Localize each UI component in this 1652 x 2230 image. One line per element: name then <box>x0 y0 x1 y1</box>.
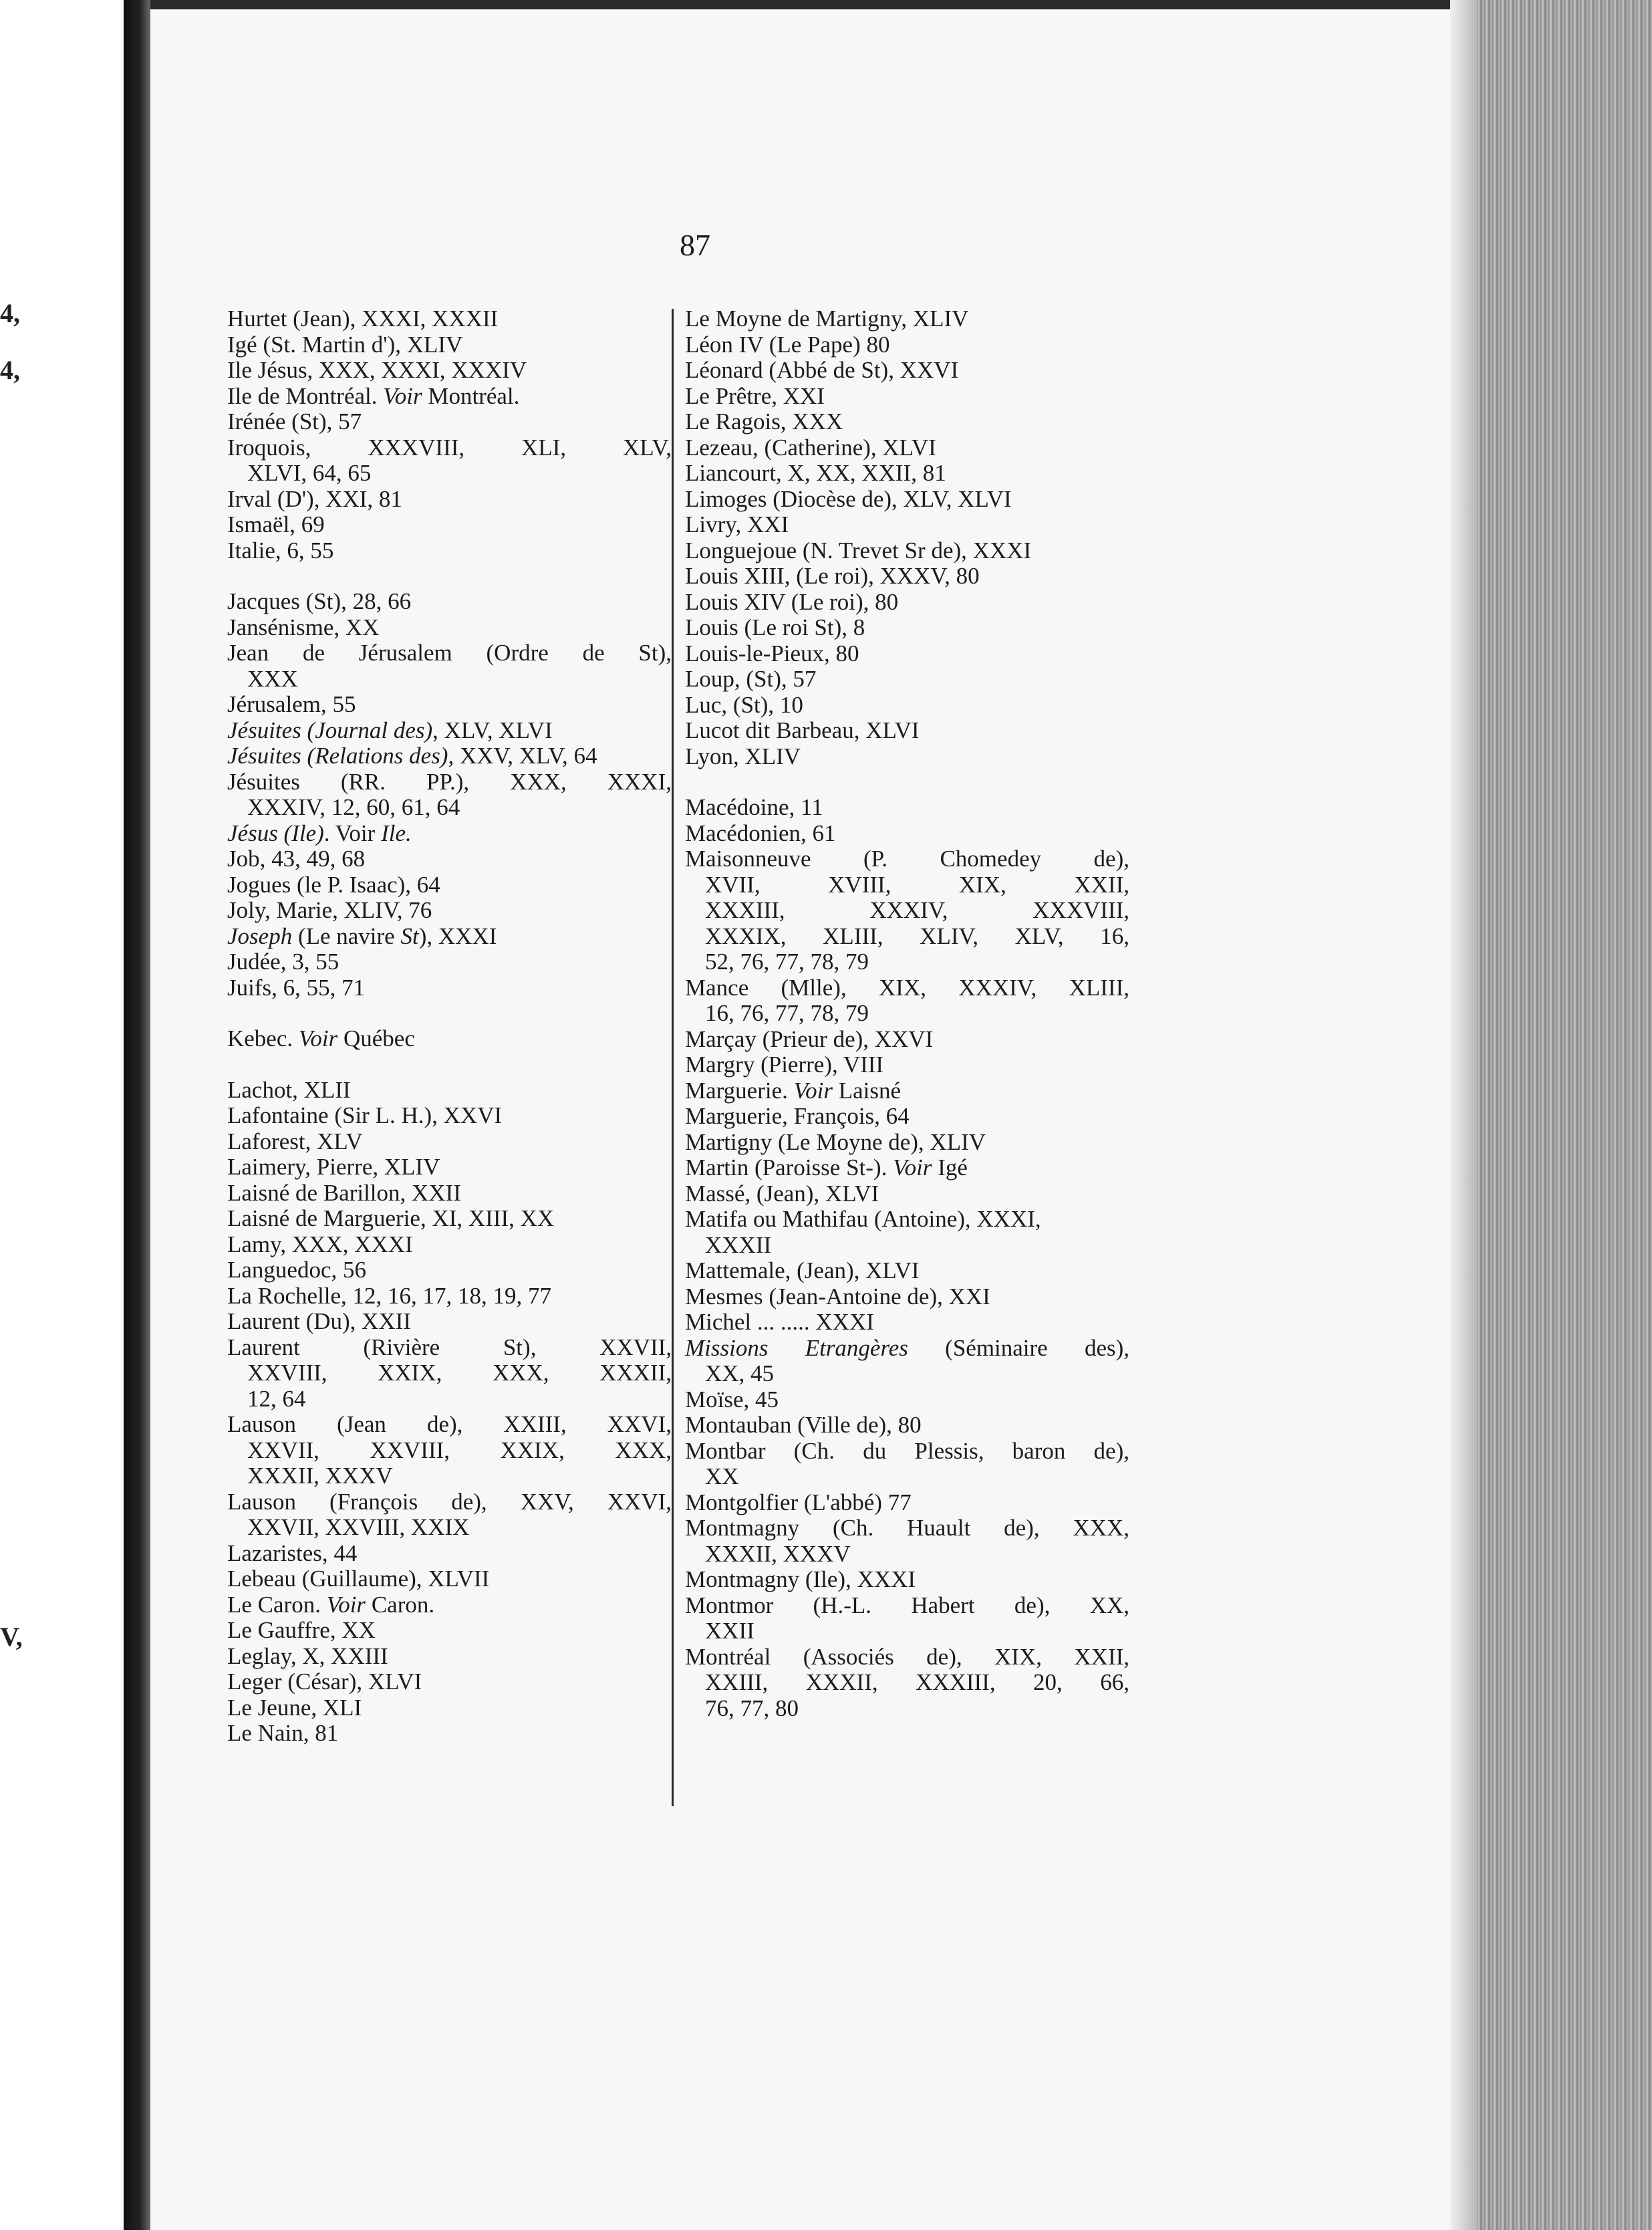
index-entry <box>227 1181 672 1207</box>
entry-text: (Séminaire des), <box>908 1334 1129 1361</box>
italic-text: Missions Etrangères <box>685 1334 908 1361</box>
entry-text: Ile Jésus, XXX, XXXI, XXXIV <box>227 357 527 383</box>
entry-text: Léonard (Abbé de St), XXVI <box>685 357 959 383</box>
index-entry <box>685 1336 1129 1362</box>
page-curl-shadow <box>1450 0 1477 2230</box>
index-entry <box>227 1695 672 1721</box>
index-entry <box>227 1592 672 1618</box>
index-entry <box>685 1027 1129 1053</box>
entry-text: XXXII, XXXV <box>247 1463 393 1489</box>
entry-text: Liancourt, X, XX, XXII, 81 <box>685 460 946 486</box>
entry-text: Loup, (St), 57 <box>685 666 817 692</box>
entry-text: Lezeau, (Catherine), XLVI <box>685 434 936 461</box>
entry-text: Macédonien, 61 <box>685 820 836 846</box>
index-entry <box>685 1644 1129 1670</box>
entry-text: 76, 77, 80 <box>705 1695 799 1721</box>
entry-text: Limoges (Diocèse de), XLV, XLVI <box>685 485 1012 512</box>
entry-text: Martigny (Le Moyne de), XLIV <box>685 1128 986 1155</box>
entry-text: Irénée (St), 57 <box>227 408 362 435</box>
index-entry-continuation <box>227 1360 672 1386</box>
index-entry-continuation <box>227 1463 672 1489</box>
entry-text: . Voir <box>323 820 382 846</box>
index-entry <box>227 1257 672 1283</box>
index-entry-continuation <box>685 1001 1129 1027</box>
index-entry-continuation <box>685 924 1129 950</box>
index-entry-continuation <box>227 461 672 487</box>
entry-text: Louis (Le roi St), 8 <box>685 614 865 640</box>
entry-text: XXIII, XXXII, XXXIII, 20, 66, <box>705 1669 1129 1695</box>
entry-text: Jogues (le P. Isaac), 64 <box>227 871 440 898</box>
index-entry <box>227 1154 672 1181</box>
index-entry <box>227 615 672 641</box>
entry-text: XXXIV, 12, 60, 61, 64 <box>247 794 460 820</box>
index-entry-continuation <box>685 872 1129 898</box>
index-entry <box>227 1489 672 1515</box>
index-entry <box>685 1181 1129 1207</box>
index-entry <box>685 1052 1129 1078</box>
entry-text: Massé, (Jean), XLVI <box>685 1180 879 1207</box>
entry-text: Juifs, 6, 55, 71 <box>227 974 366 1001</box>
entry-text: Laisné de Barillon, XXII <box>227 1179 461 1206</box>
index-entry <box>685 409 1129 435</box>
entry-text: Laisné de Marguerie, XI, XIII, XX <box>227 1205 555 1231</box>
index-entry <box>685 1104 1129 1130</box>
entry-text: Laurent (Rivière St), XXVII, <box>227 1334 672 1360</box>
entry-text: Moïse, 45 <box>685 1386 779 1412</box>
index-entry <box>685 1593 1129 1619</box>
index-entry <box>685 461 1129 487</box>
entry-text: Montréal (Associés de), XIX, XXII, <box>685 1643 1129 1670</box>
italic-text: Jésus (Ile) <box>227 820 324 846</box>
entry-text: Laisné <box>833 1077 902 1104</box>
entry-text: Lachot, XLII <box>227 1076 351 1103</box>
edge-mark: V, <box>0 1622 23 1652</box>
entry-text: La Rochelle, 12, 16, 17, 18, 19, 77 <box>227 1282 552 1309</box>
index-entry <box>227 1412 672 1438</box>
entry-text: Lucot dit Barbeau, XLVI <box>685 717 920 743</box>
entry-text: Montmagny (Ile), XXXI <box>685 1566 916 1592</box>
entry-text: Mance (Mlle), XIX, XXXIV, XLIII, <box>685 974 1129 1001</box>
entry-text: Michel ... ..... XXXI <box>685 1309 874 1335</box>
index-entry <box>227 1721 672 1747</box>
index-entry-continuation <box>227 1386 672 1412</box>
index-entry <box>227 1618 672 1644</box>
index-entry <box>685 846 1129 872</box>
index-entry <box>227 306 672 332</box>
entry-text: Italie, 6, 55 <box>227 537 334 564</box>
index-entry <box>685 1310 1129 1336</box>
index-entry <box>685 538 1129 564</box>
index-entry <box>227 846 672 872</box>
entry-text: Job, 43, 49, 68 <box>227 846 366 872</box>
index-entry <box>227 409 672 435</box>
entry-text: Laurent (Du), XXII <box>227 1308 412 1334</box>
entry-text: XXII <box>705 1618 754 1644</box>
index-entry <box>685 1387 1129 1413</box>
italic-text: Ile. <box>381 820 412 846</box>
entry-text: Louis XIV (Le roi), 80 <box>685 588 899 615</box>
entry-text: Jésuites (RR. PP.), XXX, XXXI, <box>227 768 672 795</box>
index-entry <box>227 640 672 666</box>
entry-text: Le Caron. <box>227 1591 327 1618</box>
entry-text: XXXII <box>705 1231 772 1258</box>
entry-text: Laforest, XLV <box>227 1128 363 1154</box>
index-entry <box>227 512 672 538</box>
entry-text: Le Gauffre, XX <box>227 1617 376 1643</box>
index-entry-continuation <box>685 898 1129 924</box>
index-entry <box>227 924 672 950</box>
entry-text: Le Jeune, XLI <box>227 1694 362 1721</box>
index-entry <box>227 1566 672 1592</box>
entry-text: Jérusalem, 55 <box>227 691 356 717</box>
entry-text: Languedoc, 56 <box>227 1257 366 1283</box>
entry-text: Lyon, XLIV <box>685 743 801 769</box>
entry-text: Lamy, XXX, XXXI <box>227 1231 413 1257</box>
entry-text: Lauson (Jean de), XXIII, XXVI, <box>227 1411 672 1437</box>
entry-text: Laimery, Pierre, XLIV <box>227 1154 440 1180</box>
index-entry <box>227 1232 672 1258</box>
entry-text: (Le navire <box>292 922 401 949</box>
entry-text: Judée, 3, 55 <box>227 949 339 975</box>
index-entry-continuation <box>227 795 672 821</box>
index-entry <box>227 949 672 975</box>
index-entry <box>227 898 672 924</box>
index-entry <box>227 692 672 718</box>
entry-text: XXVII, XXVIII, XXIX, XXX, <box>247 1437 672 1463</box>
entry-text: Montréal. <box>422 382 520 409</box>
index-entry <box>227 1644 672 1670</box>
index-entry-continuation <box>685 1541 1129 1568</box>
index-entry-continuation <box>227 666 672 693</box>
entry-text: Lafontaine (Sir L. H.), XXVI <box>227 1102 503 1128</box>
entry-text: Matifa ou Mathifau (Antoine), XXXI, <box>685 1206 1041 1232</box>
entry-text: Jean de Jérusalem (Ordre de St), <box>227 640 672 666</box>
index-entry <box>685 718 1129 744</box>
edge-mark: 4, <box>0 298 20 328</box>
entry-text: Montauban (Ville de), 80 <box>685 1412 922 1438</box>
entry-text: XXXIII, XXXIV, XXXVIII, <box>705 897 1129 923</box>
index-entry <box>685 435 1129 461</box>
entry-text: Ismaël, 69 <box>227 511 325 537</box>
index-entry <box>685 590 1129 616</box>
index-entry <box>227 1078 672 1104</box>
entry-text: ), XXXI <box>418 922 497 949</box>
entry-text: Louis XIII, (Le roi), XXXV, 80 <box>685 563 980 589</box>
entry-text: Mattemale, (Jean), XLVI <box>685 1257 920 1283</box>
entry-text: Montgolfier (L'abbé) 77 <box>685 1489 912 1515</box>
italic-text: St <box>400 922 419 949</box>
entry-text: Hurtet (Jean), XXXI, XXXII <box>227 305 499 332</box>
entry-text: Leglay, X, XXIII <box>227 1642 388 1669</box>
index-entry <box>685 641 1129 667</box>
index-entry <box>685 332 1129 358</box>
entry-text: Montmagny (Ch. Huault de), XXX, <box>685 1515 1129 1541</box>
index-entry <box>227 1283 672 1310</box>
index-entry <box>685 615 1129 641</box>
entry-text: Igé (St. Martin d'), XLIV <box>227 331 463 358</box>
index-entry-continuation <box>685 1670 1129 1696</box>
index-entry <box>227 1309 672 1335</box>
entry-text: Luc, (St), 10 <box>685 691 803 718</box>
entry-text: Joly, Marie, XLIV, 76 <box>227 897 432 923</box>
index-entry <box>685 1207 1129 1233</box>
index-entry <box>685 487 1129 513</box>
entry-text: Ile de Montréal. <box>227 382 384 409</box>
entry-text: Mesmes (Jean-Antoine de), XXI <box>685 1283 990 1310</box>
italic-text: Jésuites (Relations des) <box>227 743 448 769</box>
entry-text: Longuejoue (N. Trevet Sr de), XXXI <box>685 537 1032 564</box>
index-entry <box>227 435 672 461</box>
index-entry <box>685 1567 1129 1593</box>
index-entry <box>227 589 672 615</box>
entry-text: Marguerie. <box>685 1077 794 1104</box>
entry-text: Lebeau (Guillaume), XLVII <box>227 1566 490 1592</box>
entry-text: Montmor (H.-L. Habert de), XX, <box>685 1592 1129 1618</box>
index-entry <box>227 332 672 358</box>
index-entry <box>227 1026 672 1052</box>
entry-text: Québec <box>337 1025 415 1051</box>
index-entry <box>685 795 1129 821</box>
book-binding-shadow <box>124 0 150 2230</box>
entry-text: Jansénisme, XX <box>227 614 380 640</box>
index-entry <box>227 358 672 384</box>
left-margin <box>0 0 124 2230</box>
index-entry-continuation <box>227 1438 672 1464</box>
index-entry-continuation <box>685 949 1129 975</box>
index-entry-continuation <box>685 1696 1129 1722</box>
entry-text: Martin (Paroisse St-). <box>685 1154 893 1181</box>
entry-text: Macédoine, 11 <box>685 794 823 820</box>
entry-text: XXVIII, XXIX, XXX, XXXII, <box>247 1360 672 1386</box>
italic-text: Voir <box>793 1077 833 1104</box>
italic-text: Voir <box>326 1591 366 1618</box>
entry-text: Leger (César), XLVI <box>227 1668 422 1695</box>
index-entry <box>685 384 1129 410</box>
entry-text: Iroquois, XXXVIII, XLI, XLV, <box>227 434 672 461</box>
entry-text: XX, 45 <box>705 1360 775 1386</box>
index-entry <box>685 1258 1129 1284</box>
entry-text: XXVII, XXVIII, XXIX <box>247 1514 470 1540</box>
italic-text: Voir <box>298 1025 338 1051</box>
index-entry <box>685 1490 1129 1516</box>
index-entry <box>685 1439 1129 1465</box>
entry-text: 16, 76, 77, 78, 79 <box>705 1000 869 1026</box>
entry-text: , XXV, XLV, 64 <box>448 743 597 769</box>
page-stack-edge <box>1477 0 1652 2230</box>
entry-text: Le Prêtre, XXI <box>685 382 825 409</box>
edge-mark: 4, <box>0 355 20 385</box>
index-entry <box>685 975 1129 1001</box>
index-entry <box>227 1206 672 1232</box>
entry-text: Maisonneuve (P. Chomedey de), <box>685 846 1129 872</box>
index-entry <box>685 1130 1129 1156</box>
index-entry <box>685 512 1129 538</box>
italic-text: Joseph <box>227 922 293 949</box>
index-column-right <box>685 306 1129 1721</box>
entry-text: 52, 76, 77, 78, 79 <box>705 949 869 975</box>
entry-text: Lauson (François de), XXV, XXVI, <box>227 1488 672 1515</box>
index-entry <box>227 821 672 847</box>
top-scan-edge <box>150 0 1477 9</box>
entry-text: Caron. <box>366 1591 435 1618</box>
entry-text: XXXIX, XLIII, XLIV, XLV, 16, <box>705 922 1129 949</box>
index-entry <box>685 358 1129 384</box>
entry-text: Lazaristes, 44 <box>227 1539 358 1566</box>
entry-text: Livry, XXI <box>685 511 789 537</box>
page-number: 87 <box>680 228 710 262</box>
index-entry <box>685 1284 1129 1310</box>
index-entry <box>227 1103 672 1129</box>
index-entry <box>227 743 672 769</box>
entry-text: XVII, XVIII, XIX, XXII, <box>705 871 1129 898</box>
column-divider <box>672 309 674 1806</box>
italic-text: Voir <box>383 382 422 409</box>
index-entry <box>227 384 672 410</box>
index-entry <box>685 821 1129 847</box>
index-entry-continuation <box>685 1361 1129 1387</box>
entry-text: Marguerie, François, 64 <box>685 1103 910 1129</box>
index-entry <box>685 306 1129 332</box>
entry-text: XXXII, XXXV <box>705 1540 851 1567</box>
index-entry <box>227 1335 672 1361</box>
entry-text: Le Nain, 81 <box>227 1720 339 1746</box>
index-entry <box>227 1129 672 1155</box>
index-entry-continuation <box>227 1515 672 1541</box>
index-column-left <box>227 306 672 1747</box>
entry-text: Margry (Pierre), VIII <box>685 1051 884 1078</box>
entry-text: Marçay (Prieur de), XXVI <box>685 1025 934 1052</box>
index-entry-continuation <box>685 1618 1129 1644</box>
entry-text: XLVI, 64, 65 <box>247 460 372 486</box>
entry-text: , XLV, XLVI <box>432 717 553 743</box>
index-entry <box>685 1078 1129 1104</box>
entry-text: 12, 64 <box>247 1385 306 1412</box>
index-entry-continuation <box>685 1464 1129 1490</box>
index-entry <box>227 1541 672 1567</box>
entry-text: Louis-le-Pieux, 80 <box>685 640 859 666</box>
index-entry <box>227 769 672 795</box>
entry-text: Igé <box>932 1154 968 1181</box>
index-entry <box>227 975 672 1001</box>
index-entry <box>227 487 672 513</box>
index-entry <box>227 872 672 898</box>
index-entry <box>227 1669 672 1695</box>
index-entry <box>685 693 1129 719</box>
index-entry <box>685 1515 1129 1541</box>
index-entry <box>685 1155 1129 1181</box>
index-entry-continuation <box>685 1233 1129 1259</box>
entry-text: Le Ragois, XXX <box>685 408 843 435</box>
entry-text: XXX <box>247 665 298 692</box>
index-entry <box>685 666 1129 693</box>
index-entry <box>685 1412 1129 1439</box>
italic-text: Jésuites (Journal des) <box>227 717 433 743</box>
entry-text: XX <box>705 1463 739 1489</box>
entry-text: Jacques (St), 28, 66 <box>227 588 412 614</box>
adjacent-page-edge <box>0 0 27 2230</box>
index-entry <box>685 744 1129 770</box>
index-entry <box>227 718 672 744</box>
index-entry <box>685 564 1129 590</box>
entry-text: Montbar (Ch. du Plessis, baron de), <box>685 1437 1129 1464</box>
entry-text: Léon IV (Le Pape) 80 <box>685 331 890 358</box>
index-entry <box>227 538 672 564</box>
italic-text: Voir <box>893 1154 932 1181</box>
entry-text: Irval (D'), XXI, 81 <box>227 485 402 512</box>
entry-text: Le Moyne de Martigny, XLIV <box>685 305 969 332</box>
entry-text: Kebec. <box>227 1025 299 1051</box>
